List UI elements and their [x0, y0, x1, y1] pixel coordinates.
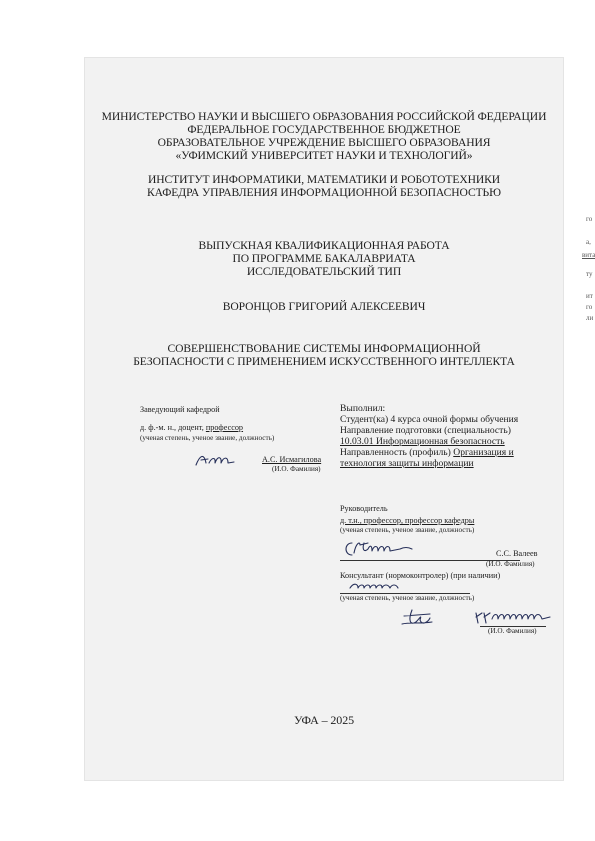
margin-fragment-5: ит: [586, 292, 593, 300]
head-of-dept-name-hint: (И.О. Фамилия): [272, 465, 321, 473]
margin-fragment-3: вита: [582, 251, 595, 259]
margin-fragment-2: а,: [586, 238, 591, 246]
margin-fragment-6: го: [586, 303, 593, 311]
work-type-line-1: ВЫПУСКНАЯ КВАЛИФИКАЦИОННАЯ РАБОТА: [198, 239, 450, 252]
supervisor-signature: [342, 537, 422, 561]
profile-value-1: Организация и: [453, 447, 514, 458]
head-of-dept-signature: [194, 451, 240, 471]
consultant-handwritten-degree: [348, 580, 408, 594]
supervisor-label: Руководитель: [340, 504, 388, 513]
supervisor-degree: д. т.н., профессор, профессор кафедры: [340, 516, 475, 525]
head-of-dept-name-text: А.С. Исмагилова: [262, 455, 322, 464]
university-name: «УФИМСКИЙ УНИВЕРСИТЕТ НАУКИ И ТЕХНОЛОГИЙ»: [175, 149, 473, 162]
consultant-degree-hint: (ученая степень, ученое звание, должность): [340, 594, 475, 602]
thesis-title-line-2: БЕЗОПАСНОСТИ С ПРИМЕНЕНИЕМ ИСКУССТВЕННОГО ИНТЕЛЛЕКТА: [133, 355, 515, 368]
department-name: КАФЕДРА УПРАВЛЕНИЯ ИНФОРМАЦИОННОЙ БЕЗОПАСНОСТЬЮ: [147, 186, 501, 199]
work-type-line-3: ИССЛЕДОВАТЕЛЬСКИЙ ТИП: [246, 265, 402, 278]
thesis-title-line-1: СОВЕРШЕНСТВОВАНИЕ СИСТЕМЫ ИНФОРМАЦИОННОЙ: [167, 342, 481, 355]
supervisor-name-hint: (И.О. Фамилия): [486, 560, 535, 568]
ministry-line: МИНИСТЕРСТВО НАУКИ И ВЫСШЕГО ОБРАЗОВАНИЯ РОССИЙСКОЙ ФЕДЕРАЦИИ: [101, 110, 547, 123]
city-year: УФА – 2025: [294, 713, 354, 727]
profile-line: [340, 447, 514, 458]
margin-fragment-1: го: [586, 215, 593, 223]
direction-label: Направление подготовки (специальность): [340, 425, 511, 436]
head-of-dept-label: Заведующий кафедрой: [140, 405, 220, 414]
consultant-name-hint: (И.О. Фамилия): [488, 627, 537, 635]
institute-name: ИНСТИТУТ ИНФОРМАТИКИ, МАТЕМАТИКИ И РОБОТОТЕХНИКИ: [147, 173, 501, 186]
consultant-label: Консультант (нормоконтролер) (при наличии): [340, 571, 501, 580]
head-of-dept-degree: [140, 423, 243, 432]
institution-type-line: ОБРАЗОВАТЕЛЬНОЕ УЧРЕЖДЕНИЕ ВЫСШЕГО ОБРАЗОВАНИЯ: [157, 136, 491, 149]
margin-fragment-7: ли: [586, 314, 594, 322]
student-course: Студент(ка) 4 курса очной формы обучения: [340, 414, 519, 425]
work-type-line-2: ПО ПРОГРАММЕ БАКАЛАВРИАТА: [232, 252, 416, 265]
head-of-dept-degree-title: профессор: [205, 423, 244, 432]
supervisor-name: С.С. Валеев: [496, 549, 538, 558]
head-of-dept-degree-prefix: д. ф.-м. н., доцент,: [140, 423, 206, 432]
performed-label: Выполнил:: [340, 403, 386, 414]
author-name: ВОРОНЦОВ ГРИГОРИЙ АЛЕКСЕЕВИЧ: [222, 300, 426, 313]
federal-line: ФЕДЕРАЛЬНОЕ ГОСУДАРСТВЕННОЕ БЮДЖЕТНОЕ: [187, 123, 461, 136]
head-of-dept-name: [262, 455, 321, 464]
supervisor-degree-hint: (ученая степень, ученое звание, должность): [340, 526, 475, 534]
consultant-signature: [400, 606, 436, 630]
profile-value-2: технология защиты информации: [340, 458, 474, 469]
direction-value: 10.03.01 Информационная безопасность: [340, 436, 505, 447]
head-of-dept-degree-hint: (ученая степень, ученое звание, должность): [140, 434, 275, 442]
document-sheet: [84, 57, 564, 781]
margin-fragment-4: ту: [586, 270, 593, 278]
profile-label: Направленность (профиль): [340, 447, 454, 458]
